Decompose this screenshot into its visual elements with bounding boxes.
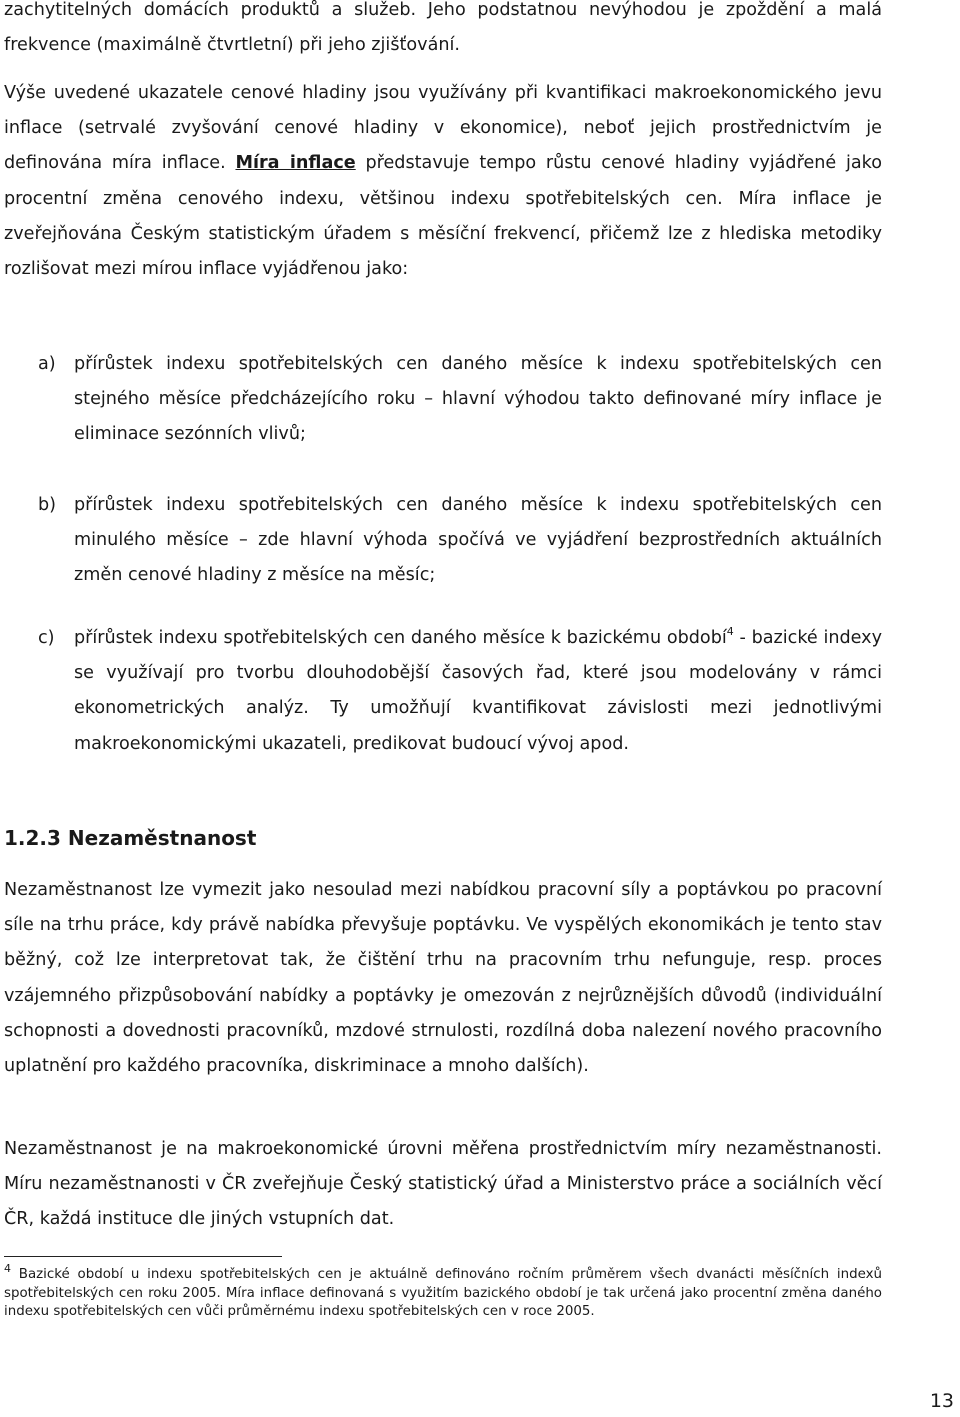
list-item-c [38,621,882,762]
footnote-text: Bazické období u indexu spotřebitelských cen je aktuálně definováno ročním průměrem všech dvanácti měsíčních indexů spotřebitelských cen roku 2005. Míra inflace definovaná s využitím bazického období je tak určená jako procentní změna daného indexu spotřebitelských cen vůči průměrnému indexu spotřebitelských cen v roce 2005. [4,1267,882,1320]
unemployment-measure-paragraph: Nezaměstnanost je na makroekonomické úrovni měřena prostřednictvím míry nezaměstnanosti. Míru nezaměstnanosti v ČR zveřejňuje Český statistický úřad a Ministerstvo práce a sociálních věcí ČR, každá instituce dle jiných vstupních dat. [4,1139,882,1230]
list-marker: a) [38,354,56,374]
inflation-paragraph [4,76,882,287]
list-item-text [74,621,882,762]
footnote-marker: 4 [4,1261,11,1275]
list-item-text-end: - bazické indexy se využívají pro tvorbu dlouhodobější časových řad, které jsou modelovány v rámci ekonometrických analýz. Ty umožňují kvantifikovat závislosti mezi jednotlivými makroekonomickými ukazateli, predikovat budoucí vývoj apod. [74,628,882,754]
footnote-divider [4,1256,282,1257]
section-heading: 1.2.3 Nezaměstnanost [4,826,257,850]
list-marker: c) [38,628,55,648]
list-item-a [38,347,882,453]
footnote [4,1261,882,1322]
list-marker: b) [38,495,57,515]
unemployment-paragraph: Nezaměstnanost lze vymezit jako nesoulad mezi nabídkou pracovní síly a poptávkou po pracovní síle na trhu práce, kdy právě nabídka převyšuje poptávku. Ve vyspělých ekonomikách je tento stav běžný, což lze interpretovat tak, že čištění trhu na pracovním trhu nefunguje, resp. proces vzájemného přizpůsobování nabídky a poptávky je omezován z nejrůznějších důvodů (individuální schopnosti a dovednosti pracovníků, mzdové strnulosti, rozdílná doba nalezení nového pracovního uplatnění pro každého pracovníka, diskriminace a mnoho dalších). [4,880,882,1077]
list-item-text: přírůstek indexu spotřebitelských cen daného měsíce k indexu spotřebitelských cen stejného měsíce předcházejícího roku – hlavní výhodou takto definované míry inflace je eliminace sezónních vlivů; [74,354,882,445]
inflation-paragraph-definition: představuje tempo růstu cenové hladiny vyjádřené jako procentní změna cenového indexu, většinou indexu spotřebitelských cen. Míra inflace je zveřejňována Českým statistickým úřadem s měsíční frekvencí, přičemž lze z hlediska metodiky rozlišovat mezi mírou inflace vyjádřenou jako: [4,153,883,280]
inflation-rate-term: Míra inflace [235,153,356,174]
inflation-paragraph-intro: Výše uvedené ukazatele cenové hladiny jsou využívány při kvantifikaci makroekonomického jevu inflace (setrvalé zvyšování cenové hladiny v ekonomice), neboť jejich prostřednictvím je definována míra inflace. [4,83,882,174]
lead-paragraph: zachytitelných domácích produktů a služeb. Jeho podstatnou nevýhodou je zpoždění a malá frekvence (maximálně čtvrtletní) při jeho zjišťování. [4,0,882,56]
page-number: 13 [929,1390,954,1412]
list-item-text-start: přírůstek indexu spotřebitelských cen daného měsíce k bazickému období [74,628,727,648]
list-item-text: přírůstek indexu spotřebitelských cen daného měsíce k indexu spotřebitelských cen minulého měsíce – zde hlavní výhoda spočívá ve vyjádření bezprostředních aktuálních změn cenové hladiny z měsíce na měsíc; [74,495,882,586]
list-item-b [38,488,882,594]
footnote-reference: 4 [726,625,734,639]
